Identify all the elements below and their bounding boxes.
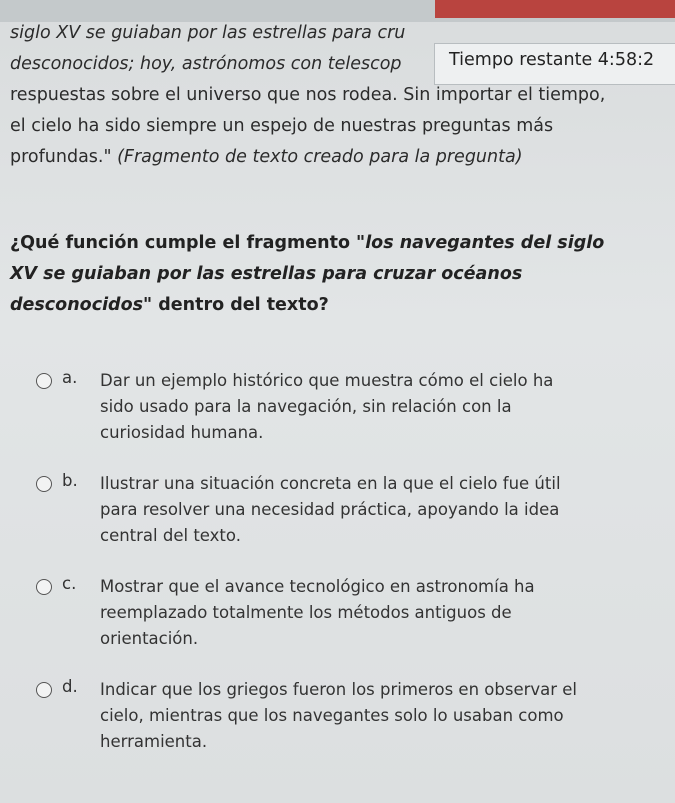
reading-passage xyxy=(10,18,670,173)
header-accent-bar xyxy=(435,0,675,18)
radio-button-d[interactable] xyxy=(36,682,52,698)
radio-button-c[interactable] xyxy=(36,579,52,595)
passage-source-note: (Fragmento de texto creado para la pregunta) xyxy=(117,147,523,167)
question-suffix: " dentro del texto? xyxy=(143,295,329,315)
option-letter: a. xyxy=(62,368,78,387)
passage-line: desconocidos; hoy, astrónomos con telescop xyxy=(10,54,402,74)
question-prefix: ¿Qué función cumple el fragmento " xyxy=(10,233,366,253)
option-text xyxy=(100,471,670,549)
question-quote-1: los navegantes del siglo xyxy=(365,233,605,253)
option-text-line: para resolver una necesidad práctica, apoyando la idea xyxy=(100,500,560,519)
passage-line: respuestas sobre el universo que nos rodea. Sin importar el tiempo, xyxy=(10,85,606,105)
question-quote-3: desconocidos xyxy=(10,295,144,315)
option-letter: d. xyxy=(62,677,78,696)
option-text-line: Ilustrar una situación concreta en la que el cielo fue útil xyxy=(100,474,561,493)
option-text-line: reemplazado totalmente los métodos antiguos de xyxy=(100,603,512,622)
option-text-line: Indicar que los griegos fueron los primeros en observar el xyxy=(100,680,578,699)
answer-options xyxy=(36,368,666,780)
passage-line: el cielo ha sido siempre un espejo de nuestras preguntas más xyxy=(10,116,554,136)
question-text xyxy=(10,228,670,321)
passage-line-last xyxy=(10,142,670,173)
option-text-line: central del texto. xyxy=(100,526,241,545)
time-remaining-box xyxy=(434,43,675,85)
option-text xyxy=(100,368,670,446)
option-text-line: cielo, mientras que los navegantes solo lo usaban como xyxy=(100,706,564,725)
radio-button-b[interactable] xyxy=(36,476,52,492)
option-text-line: Dar un ejemplo histórico que muestra cómo el cielo ha xyxy=(100,371,554,390)
option-text xyxy=(100,574,670,652)
question-line-3 xyxy=(10,290,670,321)
option-letter: c. xyxy=(62,574,77,593)
option-text-line: sido usado para la navegación, sin relación con la xyxy=(100,397,512,416)
answer-option-c[interactable] xyxy=(36,574,666,677)
option-text xyxy=(100,677,670,755)
question-quote-2: XV se guiaban por las estrellas para cruzar océanos xyxy=(10,264,523,284)
answer-option-b[interactable] xyxy=(36,471,666,574)
option-text-line: orientación. xyxy=(100,629,199,648)
option-letter: b. xyxy=(62,471,78,490)
timer-value: 4:58:2 xyxy=(597,50,655,70)
option-text-line: Mostrar que el avance tecnológico en astronomía ha xyxy=(100,577,535,596)
option-text-line: herramienta. xyxy=(100,732,208,751)
passage-line: siglo XV se guiaban por las estrellas para cru xyxy=(10,23,406,43)
answer-option-a[interactable] xyxy=(36,368,666,471)
radio-button-a[interactable] xyxy=(36,373,52,389)
timer-label: Tiempo restante xyxy=(449,50,593,70)
option-text-line: curiosidad humana. xyxy=(100,423,264,442)
passage-line-text: profundas." xyxy=(10,147,118,167)
answer-option-d[interactable] xyxy=(36,677,666,780)
question-line-1 xyxy=(10,228,670,259)
